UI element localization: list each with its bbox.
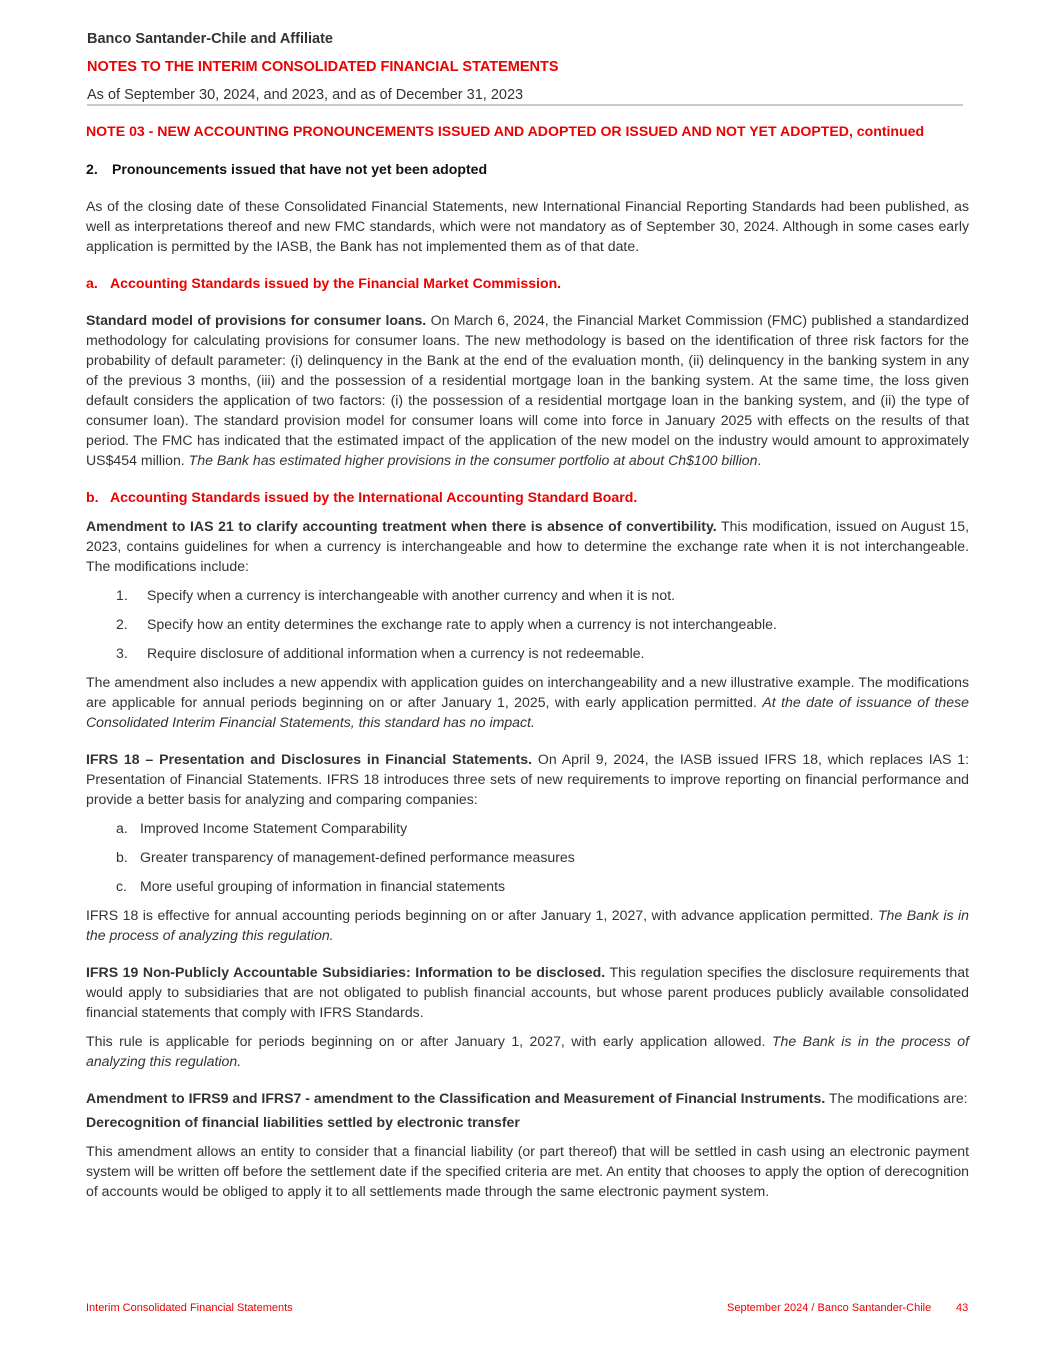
paragraph-lead: Standard model of provisions for consumer loans.	[86, 312, 427, 328]
company-name: Banco Santander-Chile and Affiliate	[87, 31, 333, 47]
paragraph-lead: Amendment to IAS 21 to clarify accounting treatment when there is absence of convertibility.	[86, 518, 717, 534]
paragraph-body: This regulation specifies the disclosure requirements that would apply to subsidiaries that are not obligated to publish financial accounts, but whose parent produces publicly available consolidated financial statements that comply with IFRS Standards.	[86, 964, 969, 1020]
ias21-after-paragraph: The amendment also includes a new appendix with application guides on interchangeability and a new illustrative example. The modifications are applicable for annual periods beginning on or after January 1, 2025, with early application permitted. At the date of issuance of these Consolidated Interim Financial Statements, this standard has no impact.	[86, 674, 969, 730]
subsection-title: Accounting Standards issued by the International Accounting Standard Board.	[110, 489, 638, 505]
subsection-label: b.	[86, 489, 99, 505]
subsection-b-heading	[86, 487, 969, 507]
paragraph-lead: Amendment to IFRS9 and IFRS7 - amendment to the Classification and Measurement of Financial Instruments.	[86, 1090, 826, 1106]
footer-right: September 2024 / Banco Santander-Chile	[727, 1302, 932, 1314]
paragraph-italic: The Bank is in the process of analyzing this regulation.	[86, 1033, 969, 1069]
paragraph-end: .	[757, 452, 762, 468]
as-of-date: As of September 30, 2024, and 2023, and as of December 31, 2023	[87, 87, 524, 103]
ifrs18-paragraph	[86, 749, 969, 809]
ifrs18-list	[86, 818, 969, 896]
paragraph-italic: At the date of issuance of these Consolidated Interim Financial Statements, this standard has no impact.	[86, 694, 969, 730]
list-item: 3. Require disclosure of additional information when a currency is not redeemable.	[116, 645, 645, 661]
section-2-intro: As of the closing date of these Consolidated Financial Statements, new International Financial Reporting Standards had been published, as well as interpretations thereof and new FMC standards, which were not mandatory as of September 30, 2024. Although in some cases early application is permitted by the IASB, the Bank has not implemented them as of that date.	[86, 198, 969, 254]
list-item: b. Greater transparency of management-defined performance measures	[116, 849, 575, 865]
subsection-label: a.	[86, 275, 98, 291]
ias21-paragraph	[86, 516, 969, 576]
page-body	[86, 121, 969, 1201]
subsection-title: Accounting Standards issued by the Financial Market Commission.	[110, 275, 562, 291]
list-item: 1. Specify when a currency is interchangeable with another currency and when it is not.	[116, 587, 676, 603]
notes-title: NOTES TO THE INTERIM CONSOLIDATED FINANCIAL STATEMENTS	[87, 59, 559, 75]
note-title: NOTE 03 - NEW ACCOUNTING PRONOUNCEMENTS ISSUED AND ADOPTED OR ISSUED AND NOT YET ADOPTED, continued	[86, 123, 925, 139]
paragraph-lead: IFRS 18 – Presentation and Disclosures in Financial Statements.	[86, 751, 533, 767]
page-number: 43	[956, 1302, 969, 1314]
paragraph-body: On March 6, 2024, the Financial Market Commission (FMC) published a standardized methodology for calculating provisions for consumer loans. The new methodology is based on the identification of three risk factors for the probability of default parameter: (i) delinquency in the Bank at the end of the evaluation month, (ii) delinquency in the banking system in any of the previous 3 months, (iii) and the possession of a residential mortgage loan in the banking system. At the same time, the loss given default considers the application of two factors: (i) the possession of a residential mortgage loan in the banking system, and (ii) the type of consumer loan). The standard provision model for consumer loans will come into force in January 2025 with effects on the results of that period. The FMC has indicated that the estimated impact of the application of the new model on the industry would amount to approximately US$454 million.	[86, 312, 969, 468]
paragraph-italic: The Bank is in the process of analyzing this regulation.	[86, 907, 969, 943]
ifrs19-rule-paragraph: This rule is applicable for periods beginning on or after January 1, 2027, with early application allowed. The Bank is in the process of analyzing this regulation.	[86, 1033, 969, 1069]
subsection-a-heading	[86, 273, 969, 293]
derecognition-heading: Derecognition of financial liabilities settled by electronic transfer	[86, 1114, 520, 1130]
paragraph-italic: The Bank has estimated higher provisions in the consumer portfolio at about Ch$100 billion	[188, 452, 758, 468]
list-item: c. More useful grouping of information in financial statements	[116, 878, 506, 894]
ifrs9-paragraph	[86, 1088, 969, 1108]
ifrs19-paragraph	[86, 962, 969, 1022]
section-number: 2.	[86, 161, 98, 177]
section-title: Pronouncements issued that have not yet been adopted	[112, 161, 488, 177]
paragraph-body: This modification, issued on August 15, 2023, contains guidelines for when a currency is interchangeable and how to determine the exchange rate when it is not interchangeable. The modifications include:	[86, 518, 969, 574]
paragraph-lead: IFRS 19 Non-Publicly Accountable Subsidiaries: Information to be disclosed.	[86, 964, 606, 980]
footer-left: Interim Consolidated Financial Statements	[86, 1302, 293, 1314]
paragraph-body: On April 9, 2024, the IASB issued IFRS 18, which replaces IAS 1: Presentation of Financial Statements. IFRS 18 introduces three sets of new requirements to improve reporting on financial performance and provide a better basis for analyzing and comparing companies:	[86, 751, 969, 807]
section-2-heading	[86, 159, 969, 179]
derecognition-paragraph: This amendment allows an entity to consider that a financial liability (or part thereof) that will be settled in cash using an electronic payment system will be written off before the settlement date if the specified criteria are met. An entity that chooses to apply the option of derecognition of accounts would be obliged to apply it to all settlements made through the same electronic payment system.	[86, 1143, 969, 1199]
list-item: a. Improved Income Statement Comparability	[116, 820, 408, 836]
header-divider	[87, 104, 963, 106]
ifrs18-after-paragraph: IFRS 18 is effective for annual accounting periods beginning on or after January 1, 2027, with advance application permitted. The Bank is in the process of analyzing this regulation.	[86, 907, 969, 943]
list-item: 2. Specify how an entity determines the exchange rate to apply when a currency is not interchangeable.	[116, 616, 777, 632]
ias21-list	[86, 585, 969, 663]
paragraph-body: The modifications are:	[825, 1090, 968, 1106]
consumer-loans-paragraph	[86, 310, 969, 470]
